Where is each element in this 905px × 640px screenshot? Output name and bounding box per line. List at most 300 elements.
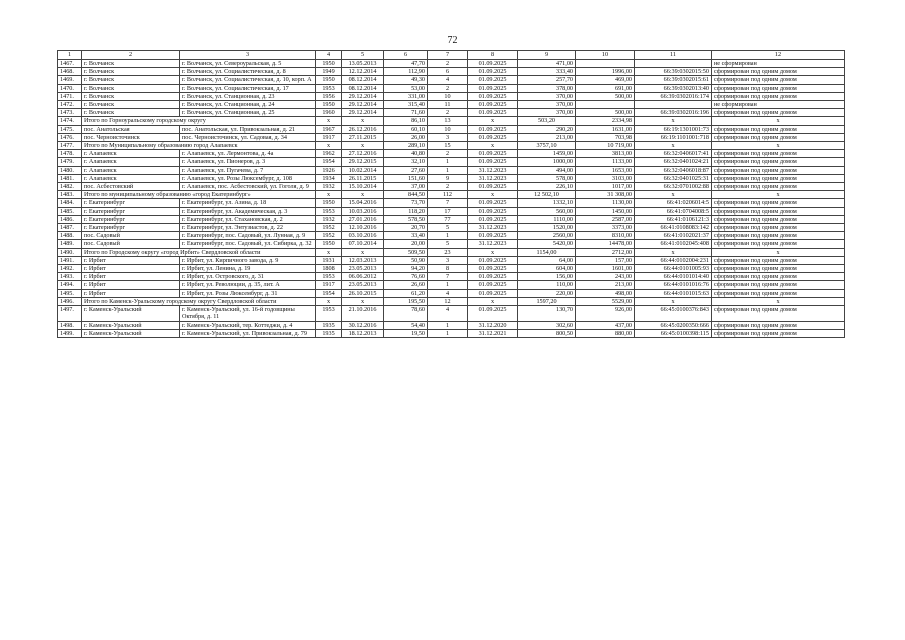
address-cell: г. Екатеринбург, ул. Азина, д. 18 (180, 199, 316, 207)
row-number-cell: 1483. (58, 191, 82, 199)
column-header: 5 (342, 51, 384, 60)
planned-date-cell: 01.09.2025 (468, 158, 518, 166)
cadastral-number-cell: 66:32:0401025:31 (635, 174, 712, 182)
land-value-cell: 1996,00 (576, 68, 635, 76)
locality-cell: пос. Садовый (82, 232, 180, 240)
year-cell: 1935 (316, 329, 342, 337)
year-cell: x (316, 142, 342, 150)
cost-cell: 2560,00 (518, 232, 576, 240)
cost-cell: 370,00 (518, 92, 576, 100)
locality-cell: г. Екатеринбург (82, 215, 180, 223)
area-cell: 40,80 (384, 150, 428, 158)
cost-cell: 1459,00 (518, 150, 576, 158)
address-cell: г. Екатеринбург, пос. Садовый, ул. Лунная, д. 9 (180, 232, 316, 240)
table-row (58, 76, 845, 84)
date-cell: 27.12.2016 (342, 150, 384, 158)
cadastral-number-cell: x (635, 142, 712, 150)
year-cell: 1808 (316, 265, 342, 273)
date-cell: 06.06.2012 (342, 273, 384, 281)
locality-cell: г. Ирбит (82, 281, 180, 289)
residents-cell: 12 (428, 297, 468, 305)
land-status-cell: сформирован под одним домом (712, 240, 845, 248)
locality-cell: г. Екатеринбург (82, 199, 180, 207)
land-value-cell: 31 308,00 (576, 191, 635, 199)
address-cell: г. Екатеринбург, ул. Энтузиастов, д. 22 (180, 224, 316, 232)
column-header: 4 (316, 51, 342, 60)
planned-date-cell: x (468, 297, 518, 305)
residents-cell: 9 (428, 174, 468, 182)
cost-cell: 578,00 (518, 174, 576, 182)
row-number-cell: 1475. (58, 125, 82, 133)
column-header: 11 (635, 51, 712, 60)
table-row (58, 133, 845, 141)
address-cell: г. Волчанск, ул. Станционная, д. 24 (180, 101, 316, 109)
column-header: 7 (428, 51, 468, 60)
land-status-cell: сформирован под одним домом (712, 281, 845, 289)
year-cell: 1953 (316, 207, 342, 215)
cadastral-number-cell: 66:39:0302016:174 (635, 92, 712, 100)
address-cell: г. Волчанск, ул. Социалистическая, д. 10, корп. А (180, 76, 316, 84)
table-row (58, 166, 845, 174)
row-number-cell: 1491. (58, 256, 82, 264)
land-status-cell: сформирован под одним домом (712, 289, 845, 297)
locality-cell: г. Волчанск (82, 76, 180, 84)
table-row (58, 273, 845, 281)
address-cell: г. Волчанск, ул. Станционная, д. 23 (180, 92, 316, 100)
year-cell: 1950 (316, 60, 342, 68)
planned-date-cell: 01.09.2025 (468, 289, 518, 297)
year-cell: 1934 (316, 174, 342, 182)
land-value-cell: 880,00 (576, 329, 635, 337)
row-number-cell: 1477. (58, 142, 82, 150)
column-header: 2 (82, 51, 180, 60)
housing-register-table (57, 50, 845, 338)
planned-date-cell: 01.09.2025 (468, 76, 518, 84)
land-value-cell: 500,00 (576, 109, 635, 117)
date-cell: 03.10.2016 (342, 232, 384, 240)
planned-date-cell: 01.09.2025 (468, 273, 518, 281)
address-cell: г. Екатеринбург, ул. Академическая, д. 3 (180, 207, 316, 215)
address-cell: г. Ирбит, ул. Островского, д. 31 (180, 273, 316, 281)
address-cell: г. Ирбит, ул. Розы Люксембург, д. 31 (180, 289, 316, 297)
cost-cell: 1597,20 (518, 297, 576, 305)
land-status-cell: сформирован под одним домом (712, 109, 845, 117)
area-cell: 32,10 (384, 158, 428, 166)
table-row (58, 109, 845, 117)
row-number-cell: 1474. (58, 117, 82, 125)
year-cell: 1950 (316, 199, 342, 207)
area-cell: 33,40 (384, 232, 428, 240)
subtotal-row (58, 297, 845, 305)
land-value-cell: 14478,00 (576, 240, 635, 248)
planned-date-cell: 31.12.2023 (468, 166, 518, 174)
cost-cell: 302,60 (518, 321, 576, 329)
residents-cell: 4 (428, 289, 468, 297)
year-cell: 1953 (316, 306, 342, 321)
table-row (58, 60, 845, 68)
residents-cell: 7 (428, 273, 468, 281)
land-value-cell: 1130,00 (576, 199, 635, 207)
planned-date-cell: 01.09.2025 (468, 207, 518, 215)
row-number-cell: 1499. (58, 329, 82, 337)
land-status-cell: x (712, 297, 845, 305)
table-row (58, 183, 845, 191)
land-value-cell: 1133,00 (576, 158, 635, 166)
row-number-cell: 1495. (58, 289, 82, 297)
land-value-cell: 1017,00 (576, 183, 635, 191)
subtotal-label-cell: Итого по Горноуральскому городскому округу (82, 117, 316, 125)
subtotal-label-cell: Итого по Муниципальному образованию город Алапаевск (82, 142, 316, 150)
row-number-cell: 1471. (58, 92, 82, 100)
area-cell: 37,00 (384, 183, 428, 191)
table-row (58, 224, 845, 232)
land-status-cell: сформирован под одним домом (712, 158, 845, 166)
row-number-cell: 1480. (58, 166, 82, 174)
residents-cell: 1 (428, 281, 468, 289)
area-cell: 60,10 (384, 125, 428, 133)
address-cell: г. Волчанск, ул. Североуральская, д. 5 (180, 60, 316, 68)
planned-date-cell: 01.09.2025 (468, 68, 518, 76)
area-cell: 19,50 (384, 329, 428, 337)
table-row (58, 84, 845, 92)
land-status-cell: сформирован под одним домом (712, 232, 845, 240)
subtotal-row (58, 117, 845, 125)
year-cell: x (316, 248, 342, 256)
residents-cell: 6 (428, 68, 468, 76)
row-number-cell: 1478. (58, 150, 82, 158)
planned-date-cell: 01.09.2025 (468, 101, 518, 109)
land-value-cell: 3373,00 (576, 224, 635, 232)
date-cell: 30.12.2016 (342, 321, 384, 329)
cadastral-number-cell: 66:39:0302015:61 (635, 76, 712, 84)
cost-cell: 3757,10 (518, 142, 576, 150)
date-cell: x (342, 191, 384, 199)
table-row (58, 150, 845, 158)
column-header: 8 (468, 51, 518, 60)
address-cell: г. Алапаевск, ул. Розы Люксембург, д. 108 (180, 174, 316, 182)
row-number-cell: 1470. (58, 84, 82, 92)
subtotal-row (58, 191, 845, 199)
land-status-cell: сформирован под одним домом (712, 183, 845, 191)
cost-cell: 503,20 (518, 117, 576, 125)
row-number-cell: 1482. (58, 183, 82, 191)
residents-cell: 1 (428, 329, 468, 337)
year-cell: 1967 (316, 125, 342, 133)
row-number-cell: 1476. (58, 133, 82, 141)
locality-cell: г. Ирбит (82, 289, 180, 297)
cadastral-number-cell: 66:39:0302013:40 (635, 84, 712, 92)
locality-cell: г. Екатеринбург (82, 207, 180, 215)
year-cell: 1954 (316, 158, 342, 166)
year-cell: 1950 (316, 101, 342, 109)
locality-cell: г. Алапаевск (82, 174, 180, 182)
row-number-cell: 1485. (58, 207, 82, 215)
cadastral-number-cell: 66:32:0701002:88 (635, 183, 712, 191)
residents-cell: 2 (428, 109, 468, 117)
locality-cell: пос. Черноисточинск (82, 133, 180, 141)
area-cell: 112,90 (384, 68, 428, 76)
address-cell: г. Волчанск, ул. Социалистическая, д. 8 (180, 68, 316, 76)
year-cell: 1956 (316, 92, 342, 100)
land-status-cell: сформирован под одним домом (712, 207, 845, 215)
area-cell: 578,50 (384, 215, 428, 223)
cadastral-number-cell: 66:41:0206014:5 (635, 199, 712, 207)
date-cell: x (342, 297, 384, 305)
residents-cell: 2 (428, 60, 468, 68)
cadastral-number-cell: x (635, 117, 712, 125)
land-status-cell: не сформирован (712, 101, 845, 109)
address-cell: г. Каменск-Уральский, ул. 16-й годовщины Октября, д. 11 (180, 306, 316, 321)
area-cell: 73,70 (384, 199, 428, 207)
locality-cell: г. Волчанск (82, 92, 180, 100)
table-row (58, 174, 845, 182)
cost-cell: 220,00 (518, 289, 576, 297)
residents-cell: 7 (428, 199, 468, 207)
residents-cell: 2 (428, 150, 468, 158)
date-cell: x (342, 248, 384, 256)
land-value-cell: 691,00 (576, 84, 635, 92)
area-cell: 76,60 (384, 273, 428, 281)
row-number-cell: 1472. (58, 101, 82, 109)
residents-cell: 17 (428, 207, 468, 215)
year-cell: x (316, 297, 342, 305)
address-cell: г. Ирбит, ул. Кирпичного завода, д. 9 (180, 256, 316, 264)
column-header: 12 (712, 51, 845, 60)
year-cell: 1949 (316, 68, 342, 76)
column-header: 1 (58, 51, 82, 60)
column-header: 9 (518, 51, 576, 60)
table-row (58, 92, 845, 100)
land-value-cell: 5529,00 (576, 297, 635, 305)
cadastral-number-cell: 66:19:1301001:73 (635, 125, 712, 133)
locality-cell: г. Волчанск (82, 84, 180, 92)
land-status-cell: x (712, 117, 845, 125)
area-cell: 53,00 (384, 84, 428, 92)
subtotal-row (58, 248, 845, 256)
residents-cell: 13 (428, 117, 468, 125)
table-row (58, 199, 845, 207)
area-cell: 49,30 (384, 76, 428, 84)
land-value-cell (576, 60, 635, 68)
address-cell: г. Ирбит, ул. Революции, д. 35, лит. А (180, 281, 316, 289)
row-number-cell: 1486. (58, 215, 82, 223)
residents-cell: 10 (428, 92, 468, 100)
cost-cell: 560,00 (518, 207, 576, 215)
date-cell: 15.04.2016 (342, 199, 384, 207)
row-number-cell: 1492. (58, 265, 82, 273)
planned-date-cell: 01.09.2025 (468, 265, 518, 273)
address-cell: г. Алапаевск, ул. Пионеров, д. 3 (180, 158, 316, 166)
land-status-cell: сформирован под одним домом (712, 125, 845, 133)
locality-cell: г. Ирбит (82, 256, 180, 264)
cadastral-number-cell: 66:32:0406018:87 (635, 166, 712, 174)
land-value-cell: 1450,00 (576, 207, 635, 215)
cost-cell: 378,00 (518, 84, 576, 92)
land-value-cell: 243,00 (576, 273, 635, 281)
address-cell: г. Ирбит, ул. Ленина, д. 19 (180, 265, 316, 273)
planned-date-cell: 01.09.2025 (468, 199, 518, 207)
area-cell: 118,20 (384, 207, 428, 215)
date-cell: 12.10.2016 (342, 224, 384, 232)
land-value-cell: 469,00 (576, 76, 635, 84)
address-cell: г. Каменск-Уральский, тер. Коттеджи, д. 4 (180, 321, 316, 329)
cost-cell: 370,00 (518, 109, 576, 117)
cadastral-number-cell (635, 60, 712, 68)
residents-cell: 1 (428, 232, 468, 240)
year-cell: 1953 (316, 273, 342, 281)
area-cell: 78,60 (384, 306, 428, 321)
planned-date-cell: 01.09.2025 (468, 183, 518, 191)
row-number-cell: 1473. (58, 109, 82, 117)
table-row (58, 125, 845, 133)
land-value-cell: 3103,00 (576, 174, 635, 182)
year-cell: 1950 (316, 76, 342, 84)
land-status-cell: сформирован под одним домом (712, 166, 845, 174)
residents-cell: 4 (428, 306, 468, 321)
column-header: 3 (180, 51, 316, 60)
cadastral-number-cell: 66:41:0106121:3 (635, 215, 712, 223)
year-cell: 1950 (316, 240, 342, 248)
planned-date-cell: 31.12.2023 (468, 224, 518, 232)
locality-cell: г. Екатеринбург (82, 224, 180, 232)
land-value-cell: 437,00 (576, 321, 635, 329)
cost-cell: 471,00 (518, 60, 576, 68)
date-cell: x (342, 142, 384, 150)
residents-cell: 11 (428, 101, 468, 109)
cadastral-number-cell: 66:41:0108083:142 (635, 224, 712, 232)
address-cell: г. Екатеринбург, пос. Садовый, ул. Сибирка, д. 32 (180, 240, 316, 248)
date-cell: 26.10.2015 (342, 289, 384, 297)
address-cell: г. Екатеринбург, ул. Стахановская, д. 2 (180, 215, 316, 223)
planned-date-cell: 01.09.2025 (468, 215, 518, 223)
land-value-cell: 1653,00 (576, 166, 635, 174)
planned-date-cell: 01.09.2025 (468, 125, 518, 133)
table-row (58, 158, 845, 166)
planned-date-cell: 01.09.2025 (468, 306, 518, 321)
row-number-cell: 1498. (58, 321, 82, 329)
area-cell: 20,70 (384, 224, 428, 232)
address-cell: г. Алапаевск, пос. Асбестовский, ул. Гоголя, д. 9 (180, 183, 316, 191)
table-row (58, 289, 845, 297)
land-status-cell: сформирован под одним домом (712, 68, 845, 76)
cost-cell: 5420,00 (518, 240, 576, 248)
cadastral-number-cell: 66:44:0101016:76 (635, 281, 712, 289)
land-value-cell: 703,98 (576, 133, 635, 141)
table-row (58, 306, 845, 321)
cost-cell: 12 502,10 (518, 191, 576, 199)
area-cell: 86,10 (384, 117, 428, 125)
cost-cell: 156,00 (518, 273, 576, 281)
land-status-cell: x (712, 248, 845, 256)
area-cell: 47,70 (384, 60, 428, 68)
cadastral-number-cell: x (635, 191, 712, 199)
locality-cell: пос. Анатольская (82, 125, 180, 133)
table-row (58, 232, 845, 240)
land-value-cell: 1601,00 (576, 265, 635, 273)
year-cell: 1952 (316, 224, 342, 232)
cadastral-number-cell: 66:41:0102045:408 (635, 240, 712, 248)
land-status-cell: сформирован под одним домом (712, 174, 845, 182)
land-status-cell: не сформирован (712, 60, 845, 68)
date-cell: 26.12.2016 (342, 125, 384, 133)
planned-date-cell: 01.09.2025 (468, 92, 518, 100)
cadastral-number-cell: 66:45:0100376:843 (635, 306, 712, 321)
locality-cell: г. Алапаевск (82, 150, 180, 158)
land-value-cell: 2712,00 (576, 248, 635, 256)
address-cell: г. Алапаевск, ул. Лермонтова, д. 4а (180, 150, 316, 158)
cadastral-number-cell: 66:32:0406017:41 (635, 150, 712, 158)
cost-cell: 226,10 (518, 183, 576, 191)
residents-cell: 2 (428, 183, 468, 191)
cost-cell: 290,20 (518, 125, 576, 133)
row-number-cell: 1490. (58, 248, 82, 256)
cadastral-number-cell: 66:44:0101014:40 (635, 273, 712, 281)
year-cell: 1932 (316, 183, 342, 191)
land-status-cell: сформирован под одним домом (712, 224, 845, 232)
area-cell: 94,20 (384, 265, 428, 273)
year-cell: 1962 (316, 150, 342, 158)
cadastral-number-cell: x (635, 248, 712, 256)
land-value-cell: 213,00 (576, 281, 635, 289)
land-value-cell: 157,00 (576, 256, 635, 264)
table-row (58, 321, 845, 329)
residents-cell: 15 (428, 142, 468, 150)
date-cell: 18.12.2013 (342, 329, 384, 337)
year-cell: x (316, 117, 342, 125)
column-number-row (58, 51, 845, 60)
cadastral-number-cell: x (635, 297, 712, 305)
planned-date-cell: 01.09.2025 (468, 256, 518, 264)
row-number-cell: 1469. (58, 76, 82, 84)
cost-cell: 333,40 (518, 68, 576, 76)
date-cell: 15.10.2014 (342, 183, 384, 191)
date-cell: 13.05.2013 (342, 60, 384, 68)
table-row (58, 256, 845, 264)
locality-cell: г. Ирбит (82, 265, 180, 273)
planned-date-cell: 01.09.2025 (468, 281, 518, 289)
cost-cell: 1520,00 (518, 224, 576, 232)
locality-cell: г. Волчанск (82, 68, 180, 76)
year-cell: 1931 (316, 256, 342, 264)
table-row (58, 207, 845, 215)
cadastral-number-cell: 66:32:0401024:21 (635, 158, 712, 166)
land-status-cell: сформирован под одним домом (712, 265, 845, 273)
cost-cell: 257,70 (518, 76, 576, 84)
area-cell: 315,40 (384, 101, 428, 109)
cadastral-number-cell: 66:44:0101015:63 (635, 289, 712, 297)
row-number-cell: 1497. (58, 306, 82, 321)
land-value-cell: 498,00 (576, 289, 635, 297)
address-cell: г. Волчанск, ул. Станционная, д. 25 (180, 109, 316, 117)
planned-date-cell: x (468, 191, 518, 199)
land-status-cell: сформирован под одним домом (712, 329, 845, 337)
subtotal-label-cell: Итого по муниципальному образованию «город Екатеринбург» (82, 191, 316, 199)
cost-cell: 494,00 (518, 166, 576, 174)
cadastral-number-cell: 66:41:0704008:5 (635, 207, 712, 215)
locality-cell: г. Алапаевск (82, 166, 180, 174)
cadastral-number-cell: 66:39:0302015:50 (635, 68, 712, 76)
locality-cell: г. Каменск-Уральский (82, 306, 180, 321)
planned-date-cell: 01.09.2025 (468, 60, 518, 68)
date-cell: 23.05.2013 (342, 281, 384, 289)
area-cell: 26,60 (384, 281, 428, 289)
land-status-cell: сформирован под одним домом (712, 84, 845, 92)
cost-cell: 1154,00 (518, 248, 576, 256)
date-cell: 08.12.2014 (342, 76, 384, 84)
date-cell: 12.03.2013 (342, 256, 384, 264)
land-status-cell: сформирован под одним домом (712, 215, 845, 223)
row-number-cell: 1481. (58, 174, 82, 182)
